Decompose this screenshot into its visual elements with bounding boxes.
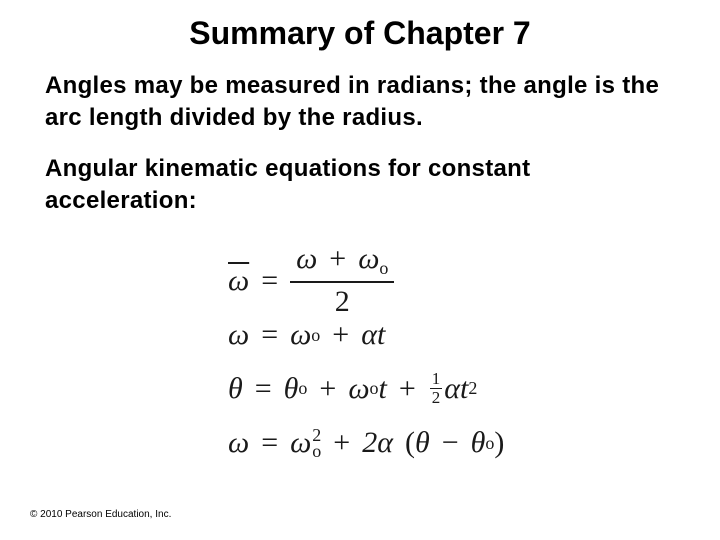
eq4-plus: + [333,426,351,459]
eq3-half-num: 1 [431,369,441,388]
eq1-omega: ω [296,242,318,275]
eq4-theta0: θ [470,426,486,459]
eq4-left-paren: ( [404,426,415,459]
slide-title: Summary of Chapter 7 [189,15,531,51]
eq3-half [430,370,443,407]
eq1-sub-o: o [379,258,389,278]
eq3-omega0: ω [348,371,370,405]
eq3-alpha: α [444,371,461,405]
eq4-equals: = [261,426,279,459]
eq1-plus: + [329,242,347,275]
eq2-omega0: ω [290,318,312,351]
eq3-sub-o-1: o [298,378,308,398]
bullet-radians: Angles may be measured in radians; the angle is the arc length divided by the radius. [45,72,660,131]
eq4-sub-o-1: o [312,441,322,461]
eq2-lhs: ω [228,318,250,351]
eq3-lhs: θ [228,371,243,405]
eq2-sub-o: o [311,324,321,345]
eq3-sub-o-2: o [369,378,379,398]
eq1-denominator: 2 [334,285,350,318]
equation-angular-velocity [228,318,385,352]
eq4-exponent: 2 [312,425,322,445]
eq2-t: t [376,318,386,351]
eq4-right-paren: ) [494,426,505,459]
eq1-omega0: ω [358,242,380,275]
eq3-plus-2: + [398,371,416,405]
eq4-sub-o-2: o [485,432,495,453]
eq1-equals: = [261,263,279,297]
equation-average-angular-velocity [228,242,394,319]
eq4-theta: θ [414,426,430,459]
equation-angular-velocity-squared [228,426,504,460]
eq3-plus-1: + [319,371,337,405]
eq2-alpha: α [361,318,377,351]
eq3-half-den: 2 [431,388,441,407]
eq4-sup-sub [312,427,321,459]
eq4-omega0: ω [290,426,312,459]
eq3-exponent: 2 [468,378,478,398]
eq3-t: t [378,371,387,405]
eq2-equals: = [261,318,279,351]
eq2-plus: + [332,318,350,351]
eq3-theta0: θ [283,371,299,405]
eq1-fraction [290,242,394,319]
eq3-equals: = [254,371,272,405]
eq4-lhs: ω [228,426,250,459]
copyright-notice: © 2010 Pearson Education, Inc. [30,509,172,520]
eq1-lhs: $\overline{\omega}$ [228,263,250,297]
bullet-kinematic-equations: Angular kinematic equations for constant acceleration: [45,155,531,214]
eq1-numerator [290,242,394,283]
eq4-minus: − [441,426,459,459]
equation-angular-position [228,370,477,407]
eq4-coefficient: 2α [362,426,393,459]
eq3-t-squared: t [460,371,469,405]
